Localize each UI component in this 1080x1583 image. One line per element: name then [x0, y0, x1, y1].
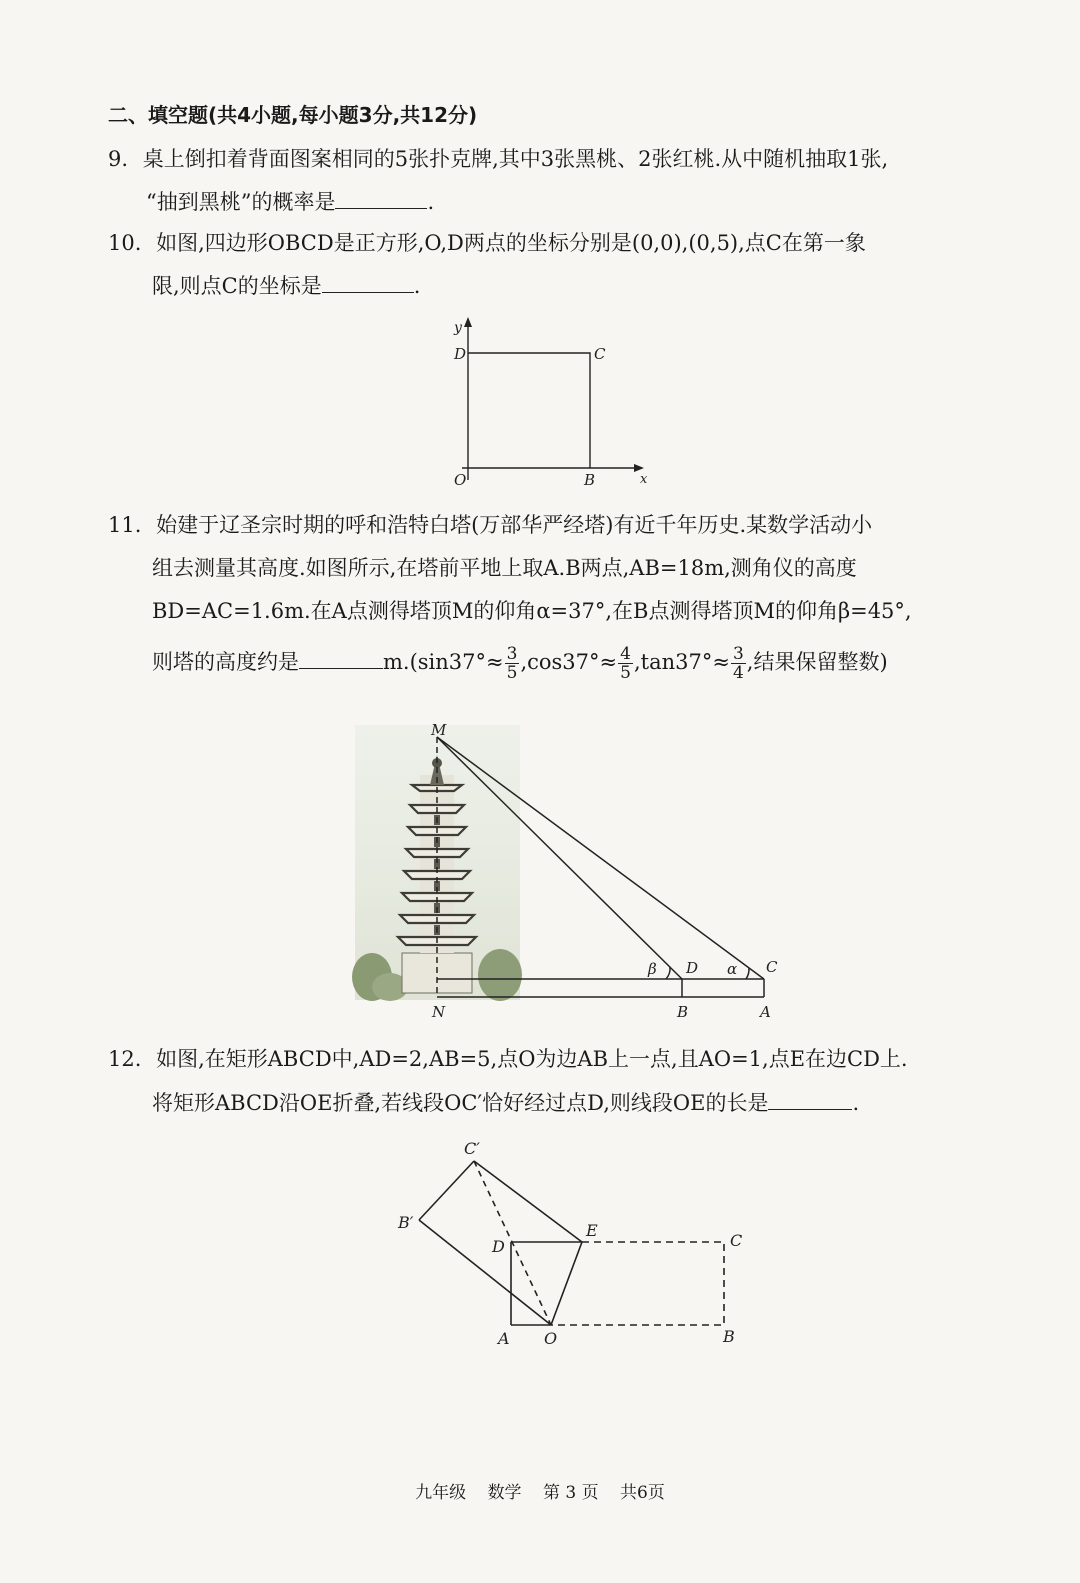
q12-period: .	[852, 1091, 860, 1115]
q9-text-1: 桌上倒扣着背面图案相同的5张扑克牌,其中3张黑桃、2张红桃.从中随机抽取1张,	[142, 147, 889, 171]
q10-x-arrow	[634, 464, 644, 472]
q12-figure	[380, 1130, 760, 1360]
angle-beta-arc	[666, 967, 670, 979]
footer-page: 第 3 页	[542, 1483, 599, 1503]
q12-label-B1: B′	[398, 1213, 414, 1232]
q10-label-D: D	[454, 345, 467, 363]
q12-label-C1: C′	[464, 1139, 480, 1158]
q11-label-C: C	[766, 958, 778, 976]
segment-OC1	[474, 1161, 551, 1325]
q12-label-O: O	[544, 1329, 558, 1348]
q12-label-A: A	[498, 1329, 510, 1348]
q10-y-arrow	[464, 317, 472, 327]
q10-label-y: y	[454, 320, 462, 336]
q11-line3: BD=AC=1.6m.在A点测得塔顶M的仰角α=37°,在B点测得塔顶M的仰角β=45°,	[152, 599, 912, 623]
q11-text-4a: 则塔的高度约是	[152, 650, 299, 674]
fold-OE	[551, 1242, 582, 1325]
side-B1O	[419, 1220, 551, 1325]
page-footer	[0, 1478, 1080, 1503]
q11-text-4e: ,结果保留整数)	[746, 650, 888, 674]
q11-line1	[108, 510, 872, 540]
q11-frac-cos-den: 5	[620, 663, 631, 683]
footer-grade: 九年级	[415, 1483, 467, 1503]
q11-label-N: N	[432, 1003, 446, 1021]
q10-label-O: O	[454, 471, 467, 489]
q12-label-E: E	[586, 1221, 598, 1240]
q12-geometry	[419, 1161, 724, 1325]
footer-total: 共6页	[620, 1483, 665, 1503]
q10-number: 10.	[108, 231, 142, 255]
q12-label-D: D	[492, 1237, 505, 1256]
q11-line2: 组去测量其高度.如图所示,在塔前平地上取A.B两点,AB=18m,测角仪的高度	[152, 556, 857, 580]
q9-number: 9.	[108, 147, 129, 171]
q12-answer-blank[interactable]	[768, 1087, 852, 1110]
q11-frac-cos	[618, 645, 633, 682]
q12-text-2: 将矩形ABCD沿OE折叠,若线段OC′恰好经过点D,则线段OE的长是	[152, 1091, 769, 1115]
angle-alpha-arc	[746, 968, 749, 979]
q12-line1	[108, 1044, 908, 1074]
q11-frac-cos-num: 4	[620, 644, 631, 664]
side-EC1	[474, 1161, 582, 1242]
q11-line4	[152, 640, 888, 684]
q9-line1	[108, 144, 888, 174]
q10-label-x: x	[640, 472, 648, 487]
q10-line2	[152, 270, 420, 301]
q11-text-4c: ,cos37°≈	[520, 650, 618, 674]
section-heading: 二、填空题(共4小题,每小题3分,共12分)	[108, 103, 478, 127]
q10-label-B: B	[584, 471, 596, 489]
q11-frac-tan	[731, 645, 746, 682]
q9-answer-blank[interactable]	[335, 186, 427, 209]
q11-label-A: A	[760, 1003, 771, 1021]
q11-frac-tan-den: 4	[732, 663, 744, 683]
q9-line2	[146, 186, 434, 217]
q11-frac-sin-den: 5	[506, 663, 518, 683]
q12-label-C: C	[730, 1231, 743, 1250]
q11-frac-sin-num: 3	[506, 644, 518, 664]
q10-square	[468, 353, 590, 468]
q12-text-1: 如图,在矩形ABCD中,AD=2,AB=5,点O为边AB上一点,且AO=1,点E在边CD上.	[156, 1047, 908, 1071]
q11-label-M: M	[431, 721, 447, 739]
q11-label-B: B	[677, 1003, 689, 1021]
q11-text-4b: m.(sin37°≈	[383, 650, 504, 674]
q11-label-D: D	[686, 959, 699, 977]
q11-text-1: 始建于辽圣宗时期的呼和浩特白塔(万部华严经塔)有近千年历史.某数学活动小	[156, 513, 873, 537]
footer-subject: 数学	[487, 1483, 522, 1503]
q11-number: 11.	[108, 513, 142, 537]
q9-period: .	[427, 190, 435, 214]
q11-text-4d: ,tan37°≈	[633, 650, 730, 674]
q12-line2	[152, 1087, 859, 1118]
q10-text-1: 如图,四边形OBCD是正方形,O,D两点的坐标分别是(0,0),(0,5),点C在第一象	[156, 231, 866, 255]
q12-label-B: B	[723, 1327, 735, 1346]
q10-period: .	[413, 274, 421, 298]
q11-label-beta: β	[648, 960, 657, 978]
q9-text-2: “抽到黑桃”的概率是	[146, 190, 336, 214]
q10-answer-blank[interactable]	[322, 270, 414, 293]
q11-frac-sin	[505, 645, 520, 682]
q10-line1	[108, 228, 866, 258]
q11-label-alpha: α	[727, 960, 738, 978]
side-C1B1	[419, 1161, 474, 1220]
q10-figure	[440, 315, 660, 495]
q11-frac-tan-num: 3	[732, 644, 744, 664]
q12-number: 12.	[108, 1047, 142, 1071]
q11-figure	[340, 715, 800, 1025]
q10-text-2: 限,则点C的坐标是	[152, 274, 322, 298]
q10-label-C: C	[594, 345, 606, 363]
q11-answer-blank[interactable]	[299, 646, 383, 669]
